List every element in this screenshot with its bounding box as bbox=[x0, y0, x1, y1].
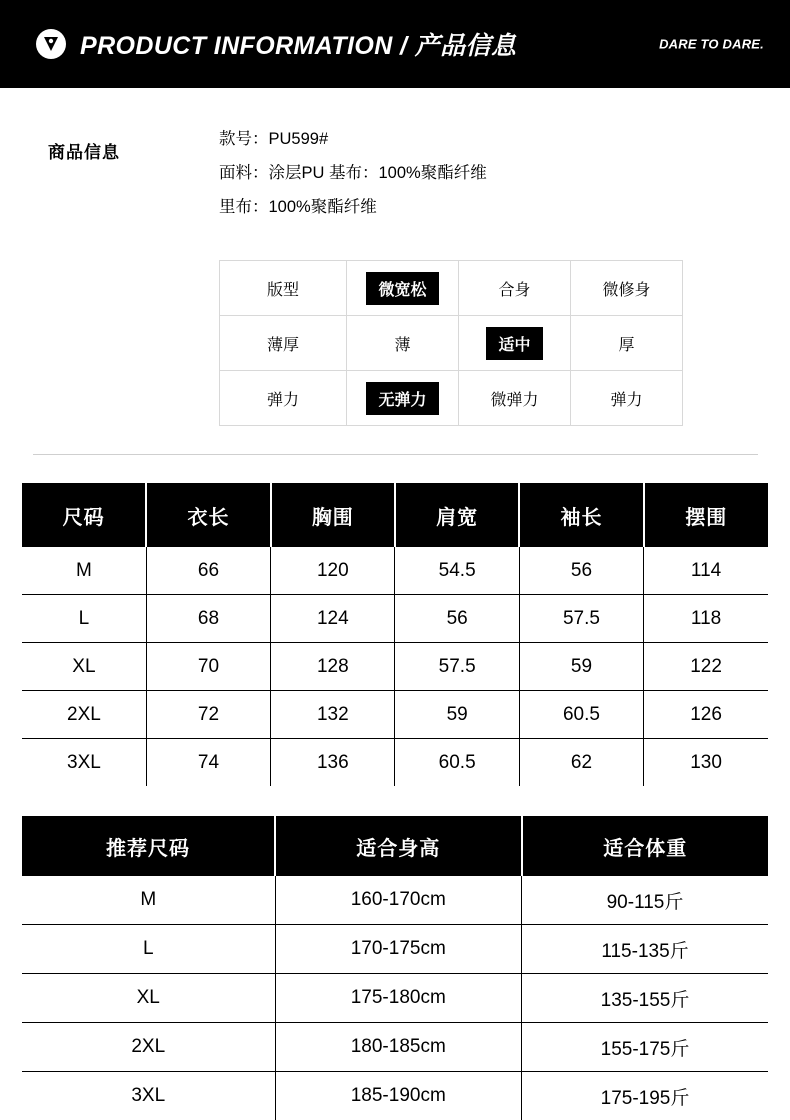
table-cell: M bbox=[22, 876, 275, 925]
attribute-option-cell bbox=[459, 261, 571, 316]
table-header-row bbox=[22, 816, 768, 876]
table-row bbox=[22, 925, 768, 974]
table-cell: 118 bbox=[644, 595, 768, 643]
table-cell: L bbox=[22, 925, 275, 974]
table-row bbox=[22, 1023, 768, 1072]
attribute-option[interactable]: 微弹力 bbox=[478, 382, 550, 415]
table-cell: 130 bbox=[644, 739, 768, 787]
product-info-lines bbox=[219, 122, 487, 224]
table-cell: 3XL bbox=[22, 739, 146, 787]
attribute-option-cell bbox=[347, 261, 459, 316]
attribute-table-wrapper bbox=[219, 260, 683, 426]
table-cell: 59 bbox=[395, 691, 519, 739]
attribute-name: 弹力 bbox=[220, 371, 347, 426]
brand-tagline: DARE TO DARE. bbox=[659, 37, 764, 52]
table-row bbox=[220, 371, 683, 426]
attribute-option[interactable]: 微修身 bbox=[590, 272, 662, 305]
recommend-size-table bbox=[22, 816, 768, 1120]
shield-check-icon bbox=[36, 29, 66, 59]
table-cell: 72 bbox=[146, 691, 270, 739]
column-header: 袖长 bbox=[519, 483, 643, 547]
attribute-option[interactable]: 适中 bbox=[486, 327, 542, 360]
table-cell: 115-135斤 bbox=[522, 925, 769, 974]
table-cell: 126 bbox=[644, 691, 768, 739]
table-cell: 60.5 bbox=[519, 691, 643, 739]
table-row bbox=[22, 547, 768, 595]
attribute-option-cell bbox=[571, 316, 683, 371]
column-header: 尺码 bbox=[22, 483, 146, 547]
table-cell: 90-115斤 bbox=[522, 876, 769, 925]
table-cell: 56 bbox=[395, 595, 519, 643]
table-cell: XL bbox=[22, 643, 146, 691]
attribute-name: 版型 bbox=[220, 261, 347, 316]
attribute-option[interactable]: 薄 bbox=[382, 327, 422, 360]
table-cell: 128 bbox=[271, 643, 395, 691]
attribute-option-cell bbox=[459, 316, 571, 371]
table-cell: 132 bbox=[271, 691, 395, 739]
table-row bbox=[22, 876, 768, 925]
table-row bbox=[22, 974, 768, 1023]
table-cell: 3XL bbox=[22, 1072, 275, 1120]
column-header: 衣长 bbox=[146, 483, 270, 547]
table-row bbox=[22, 739, 768, 787]
column-header: 推荐尺码 bbox=[22, 816, 275, 876]
attribute-option[interactable]: 弹力 bbox=[598, 382, 654, 415]
product-info-line-lining: 里布：100%聚酯纤维 bbox=[219, 190, 487, 224]
table-cell: 57.5 bbox=[395, 643, 519, 691]
attribute-table bbox=[219, 260, 683, 426]
table-cell: 175-195斤 bbox=[522, 1072, 769, 1120]
attribute-name: 薄厚 bbox=[220, 316, 347, 371]
table-cell: 120 bbox=[271, 547, 395, 595]
attribute-option-cell bbox=[347, 371, 459, 426]
attribute-option[interactable]: 合身 bbox=[486, 272, 542, 305]
attribute-option[interactable]: 无弹力 bbox=[366, 382, 438, 415]
table-cell: XL bbox=[22, 974, 275, 1023]
table-cell: 54.5 bbox=[395, 547, 519, 595]
attribute-option-cell bbox=[347, 316, 459, 371]
page-title: PRODUCT INFORMATION / 产品信息 bbox=[80, 26, 516, 62]
attribute-option-cell bbox=[571, 261, 683, 316]
table-cell: 2XL bbox=[22, 1023, 275, 1072]
table-cell: 2XL bbox=[22, 691, 146, 739]
table-row bbox=[220, 261, 683, 316]
table-cell: 66 bbox=[146, 547, 270, 595]
table-cell: M bbox=[22, 547, 146, 595]
column-header: 适合体重 bbox=[522, 816, 769, 876]
table-cell: 70 bbox=[146, 643, 270, 691]
table-cell: 160-170cm bbox=[275, 876, 522, 925]
table-cell: 175-180cm bbox=[275, 974, 522, 1023]
table-cell: 68 bbox=[146, 595, 270, 643]
table-cell: 180-185cm bbox=[275, 1023, 522, 1072]
attribute-option-cell bbox=[571, 371, 683, 426]
table-cell: 74 bbox=[146, 739, 270, 787]
table-cell: 57.5 bbox=[519, 595, 643, 643]
table-cell: 62 bbox=[519, 739, 643, 787]
table-cell: 185-190cm bbox=[275, 1072, 522, 1120]
column-header: 适合身高 bbox=[275, 816, 522, 876]
section-divider bbox=[33, 454, 758, 455]
table-cell: 60.5 bbox=[395, 739, 519, 787]
column-header: 摆围 bbox=[644, 483, 768, 547]
table-cell: 122 bbox=[644, 643, 768, 691]
attribute-option[interactable]: 厚 bbox=[606, 327, 646, 360]
table-cell: 135-155斤 bbox=[522, 974, 769, 1023]
column-header: 肩宽 bbox=[395, 483, 519, 547]
table-cell: 155-175斤 bbox=[522, 1023, 769, 1072]
table-cell: 124 bbox=[271, 595, 395, 643]
table-row bbox=[220, 316, 683, 371]
table-cell: 136 bbox=[271, 739, 395, 787]
table-cell: 114 bbox=[644, 547, 768, 595]
size-table bbox=[22, 483, 768, 786]
page-header bbox=[0, 0, 790, 88]
table-row bbox=[22, 595, 768, 643]
table-cell: 56 bbox=[519, 547, 643, 595]
table-row bbox=[22, 691, 768, 739]
product-info-line-fabric: 面料：涂层PU 基布：100%聚酯纤维 bbox=[219, 156, 487, 190]
table-row bbox=[22, 1072, 768, 1120]
product-info-label: 商品信息 bbox=[48, 138, 120, 163]
attribute-option-cell bbox=[459, 371, 571, 426]
product-info-line-style: 款号：PU599# bbox=[219, 122, 487, 156]
table-cell: 59 bbox=[519, 643, 643, 691]
table-header-row bbox=[22, 483, 768, 547]
table-row bbox=[22, 643, 768, 691]
product-info-section bbox=[0, 122, 790, 242]
column-header: 胸围 bbox=[271, 483, 395, 547]
table-cell: 170-175cm bbox=[275, 925, 522, 974]
attribute-option[interactable]: 微宽松 bbox=[366, 272, 438, 305]
table-cell: L bbox=[22, 595, 146, 643]
size-table-wrapper bbox=[22, 483, 768, 786]
recommend-table-wrapper bbox=[22, 816, 768, 1120]
